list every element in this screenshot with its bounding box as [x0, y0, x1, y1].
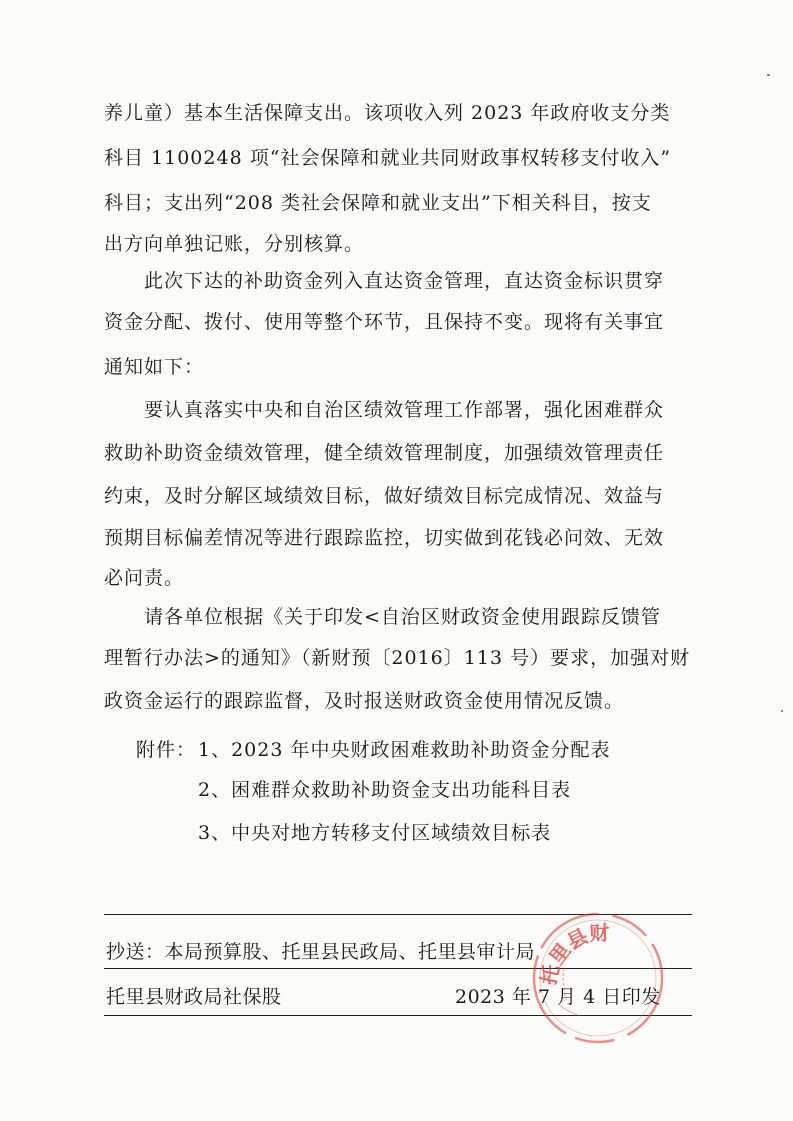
body-line-12: 必问责。 [104, 567, 185, 589]
body-line-14: 理暂行办法>的通知》（新财预〔2016〕113 号）要求，加强对财 [104, 647, 691, 669]
body-line-4: 出方向单独记账，分别核算。 [104, 233, 365, 255]
seal-text: 托里县财 [536, 920, 610, 987]
attachments-label: 附件： [136, 739, 197, 761]
attachment-item-3: 3、中央对地方转移支付区域绩效目标表 [198, 822, 552, 844]
body-line-15: 政资金运行的跟踪监督，及时报送财政资金使用情况反馈。 [104, 690, 625, 712]
scan-speck [767, 74, 770, 76]
official-seal-icon [528, 908, 668, 1048]
issuer: 托里县财政局社保股 [106, 986, 282, 1008]
body-line-13: 请各单位根据《关于印发<自治区财政资金使用跟踪反馈管 [144, 606, 661, 628]
body-line-11: 预期目标偏差情况等进行跟踪监控，切实做到花钱必问效、无效 [104, 527, 665, 549]
body-line-8: 要认真落实中央和自治区绩效管理工作部署，强化困难群众 [144, 399, 665, 421]
attachment-item-1: 1、2023 年中央财政困难救助补助资金分配表 [198, 739, 611, 761]
body-line-2: 科目 1100248 项“社会保障和就业共同财政事权转移支付收入” [104, 147, 672, 169]
body-line-5: 此次下达的补助资金列入直达资金管理，直达资金标识贯穿 [144, 270, 665, 292]
scan-speck [781, 710, 783, 712]
cc-line: 抄送：本局预算股、托里县民政局、托里县审计局 [106, 941, 536, 963]
body-line-3: 科目；支出列“208 类社会保障和就业支出”下相关科目，按支 [104, 192, 652, 214]
svg-text:托里县财 [536, 921, 610, 987]
body-line-1: 养儿童）基本生活保障支出。该项收入列 2023 年政府收支分类 [104, 102, 671, 124]
issue-date: 2023 年 7 月 4 日印发 [455, 986, 661, 1008]
body-line-10: 约束，及时分解区域绩效目标，做好绩效目标完成情况、效益与 [104, 485, 665, 507]
body-line-6: 资金分配、拨付、使用等整个环节，且保持不变。现将有关事宜 [104, 311, 665, 333]
attachment-item-2: 2、困难群众救助补助资金支出功能科目表 [198, 779, 572, 801]
body-line-7: 通知如下： [104, 356, 205, 378]
body-line-9: 救助补助资金绩效管理，健全绩效管理制度，加强绩效管理责任 [104, 442, 665, 464]
